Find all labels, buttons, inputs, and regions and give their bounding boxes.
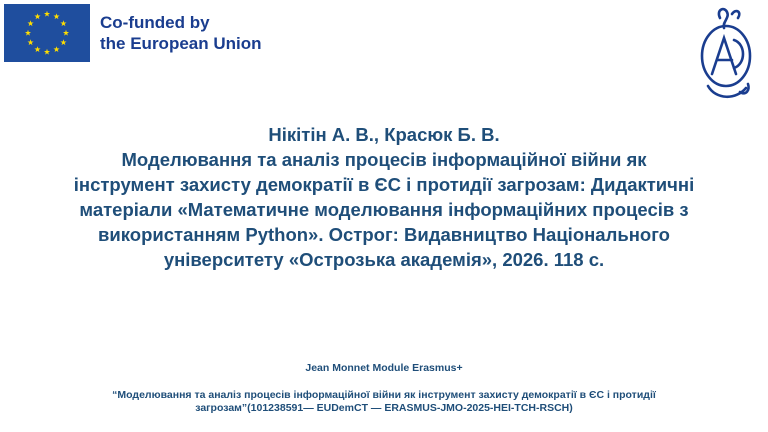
citation-line: інструмент захисту демократії в ЄС і протидії загрозам: Дидактичні — [73, 174, 695, 195]
eu-logo-line2: the European Union — [100, 34, 262, 53]
citation-line: Нікітін А. В., Красюк Б. В. — [268, 124, 500, 145]
citation-line: Моделювання та аналіз процесів інформаційної війни як — [121, 149, 647, 170]
project-title-line: “Моделювання та аналіз процесів інформаційної війни як інструмент захисту демократії в ЄС і протидії — [112, 389, 656, 401]
module-name: Jean Monnet Module Erasmus+ — [305, 362, 463, 374]
citation-line: матеріали «Математичне моделювання інформаційних процесів з — [79, 199, 689, 220]
project-title — [0, 389, 768, 415]
citation-line: використанням Python». Острог: Видавництво Національного — [98, 224, 670, 245]
eu-flag-icon — [4, 4, 90, 62]
citation-block — [0, 122, 768, 272]
eu-logo-text — [100, 12, 262, 54]
project-title-line: загрозам”(101238591— EUDemCT — ERASMUS-JMO-2025-HEI-TCH-RSCH) — [195, 402, 573, 414]
eu-cofunded-logo — [4, 4, 262, 62]
citation-line: університету «Острозька академія», 2026. 118 с. — [163, 249, 605, 270]
eu-logo-line1: Co-funded by — [100, 13, 210, 32]
ostroh-academy-emblem-icon — [694, 4, 758, 104]
